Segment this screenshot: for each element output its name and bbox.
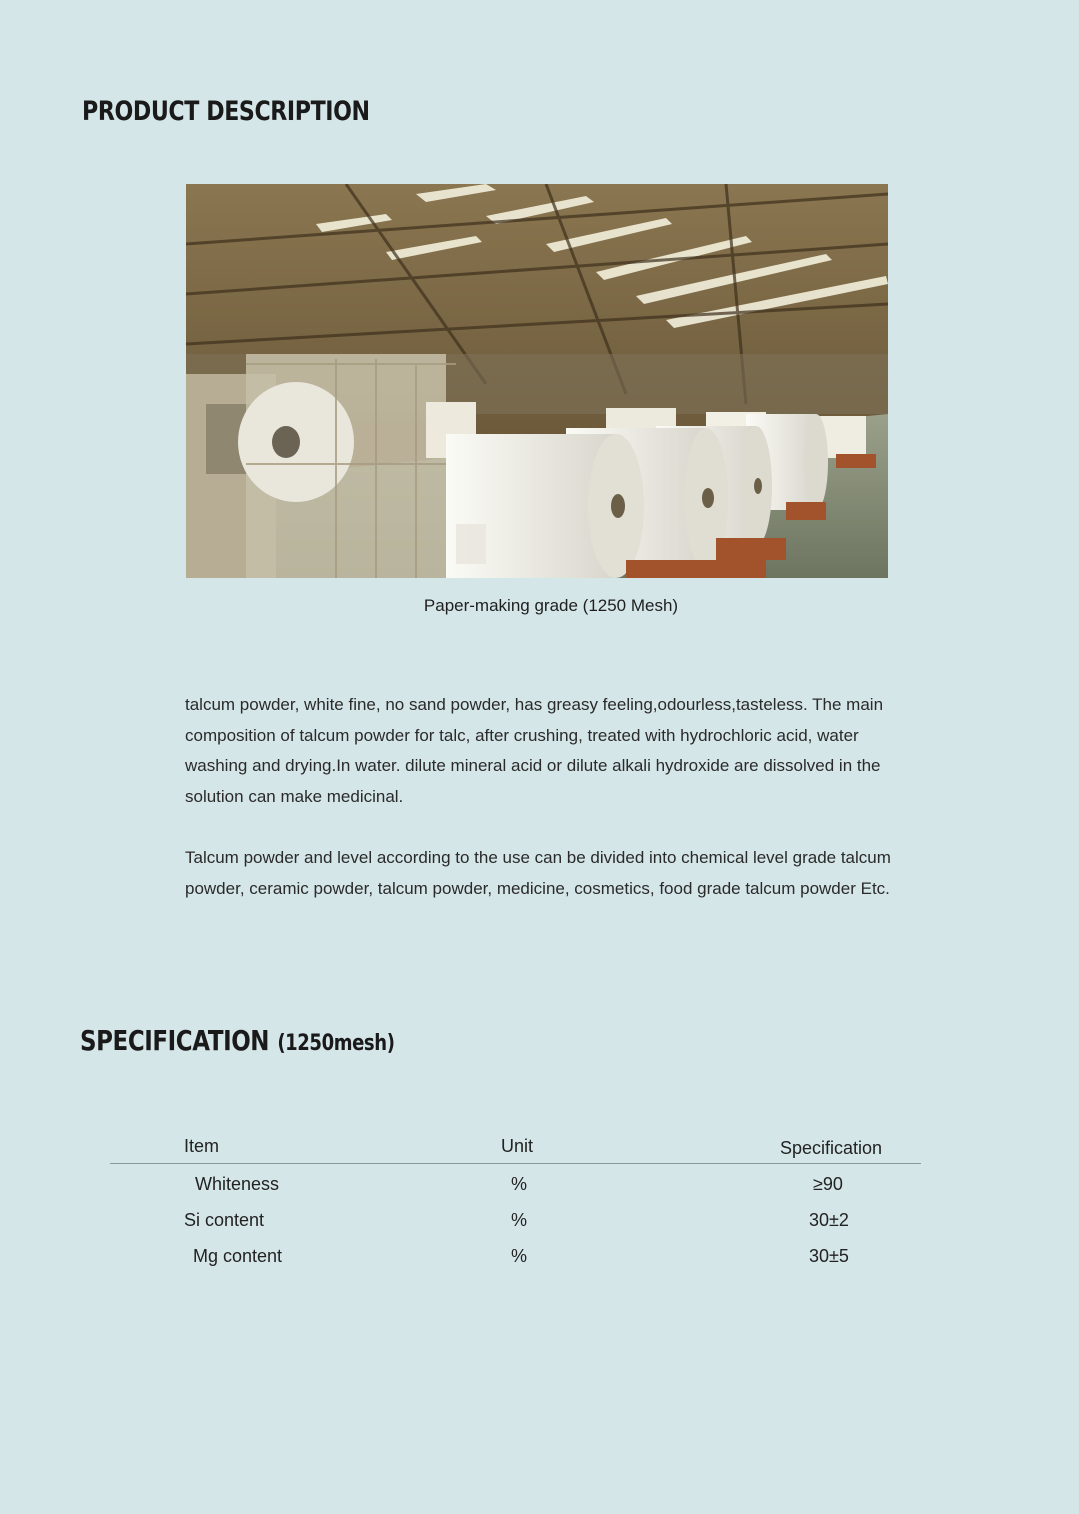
row-unit: % xyxy=(511,1246,528,1266)
factory-photo xyxy=(186,184,888,578)
header-specification: Specification xyxy=(780,1138,883,1158)
table-row xyxy=(110,1210,921,1246)
table-header-row xyxy=(110,1136,921,1164)
row-spec: ≥90 xyxy=(813,1174,843,1194)
specification-heading xyxy=(80,1024,395,1057)
specification-table xyxy=(110,1136,921,1282)
row-spec: 30±5 xyxy=(809,1246,849,1266)
specification-heading-subtitle: (1250mesh) xyxy=(277,1031,395,1056)
row-item: Si content xyxy=(184,1210,265,1230)
header-unit: Unit xyxy=(501,1136,534,1156)
row-spec: 30±2 xyxy=(809,1210,849,1230)
photo-caption: Paper-making grade (1250 Mesh) xyxy=(423,596,679,615)
specification-heading-text: SPECIFICATION xyxy=(80,1024,270,1057)
row-unit: % xyxy=(511,1174,528,1194)
header-item: Item xyxy=(184,1136,220,1156)
table-row xyxy=(110,1246,921,1282)
table-row xyxy=(110,1174,921,1210)
description-paragraph-2: Talcum powder and level according to the use can be divided into chemical level grade talcum powder, ceramic powder, talcum powder, medicine, cosmetics, food grade talcum powder Etc. xyxy=(185,848,891,898)
row-item: Whiteness xyxy=(195,1174,280,1194)
description-paragraph-1: talcum powder, white fine, no sand powder, has greasy feeling,odourless,tasteless. The main composition of talcum powder for talc, after crushing, treated with hydrochloric acid, water washing and drying.In water. dilute mineral acid or dilute alkali hydroxide are dissolved in the solution can make medicinal. xyxy=(185,695,884,806)
row-unit: % xyxy=(511,1210,528,1230)
product-description-heading: PRODUCT DESCRIPTION xyxy=(82,96,370,127)
paper-rolls-image xyxy=(186,184,888,578)
row-item: Mg content xyxy=(193,1246,283,1266)
